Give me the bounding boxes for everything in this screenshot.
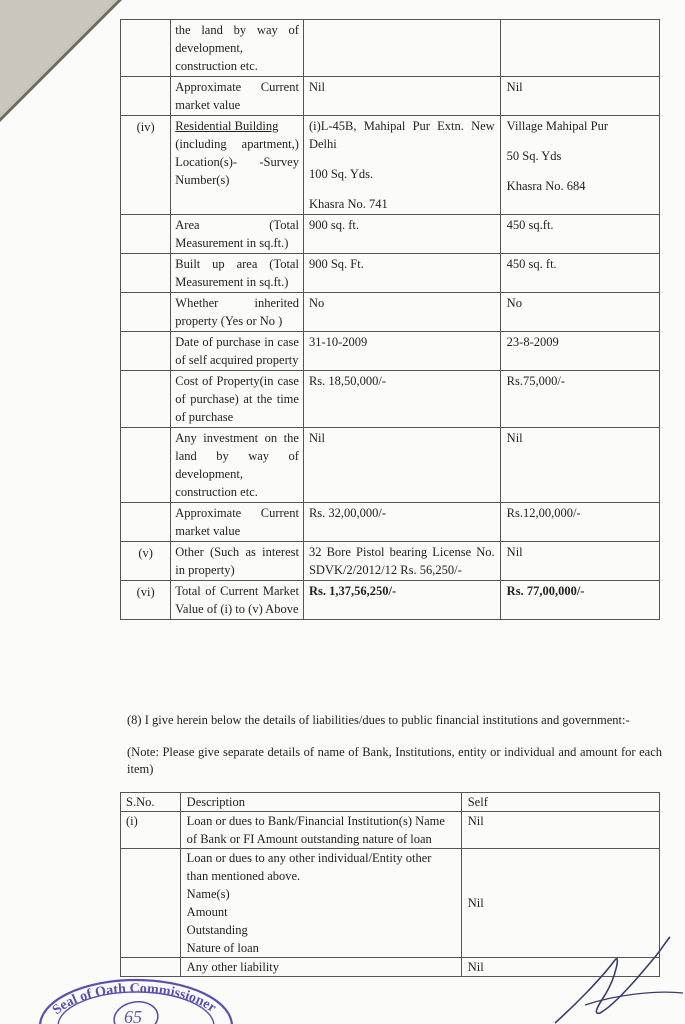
row-number: (v) [121,542,171,581]
row-value-self: Nil [461,812,659,849]
row-value-spouse: 450 sq.ft. [500,215,659,254]
row-number: (iv) [121,116,171,215]
row-value-self: 32 Bore Pistol bearing License No. SDVK/2/2012/12 Rs. 56,250/- [303,542,500,581]
row-value-spouse: Rs.75,000/- [500,371,659,428]
liabilities-note: (Note: Please give separate details of name of Bank, Institutions, entity or individual and amount for each item) [127,745,662,776]
row-value-spouse [500,20,659,77]
table-row [121,542,660,581]
desc-line: Nature of loan [186,941,259,955]
row-value-self: 31-10-2009 [303,332,500,371]
row-description: Approximate Current market value [171,503,304,542]
row-description [180,849,461,958]
table-row [121,812,660,849]
row-description: Whether inherited property (Yes or No ) [171,293,304,332]
row-number [121,503,171,542]
table-row [121,77,660,116]
row-value-spouse: 450 sq. ft. [500,254,659,293]
table-header-row [121,793,660,812]
header-description: Description [180,793,461,812]
total-value-spouse: Rs. 77,00,000/- [500,581,659,620]
property-size: 100 Sq. Yds. [308,167,374,181]
table-row [121,428,660,503]
row-value-self: Nil [461,849,659,958]
section-subtext: (including apartment,) Location(s)- -Survey Number(s) [175,137,299,187]
table-row [121,371,660,428]
row-number [121,215,171,254]
row-value-self: Rs. 18,50,000/- [303,371,500,428]
desc-line: Loan or dues to any other individual/Entity other than mentioned above. [186,851,432,883]
row-description: Any other liability [180,958,461,977]
desc-line: Amount [186,905,228,919]
row-description: Loan or dues to Bank/Financial Institution(s) Name of Bank or FI Amount outstanding nature of loan [180,812,461,849]
row-number [121,77,171,116]
table-row [121,116,660,215]
row-number [121,428,171,503]
row-number [121,332,171,371]
row-value-spouse [500,116,659,215]
row-number [121,254,171,293]
row-description [171,116,304,215]
row-value-self: 900 sq. ft. [303,215,500,254]
row-number: (vi) [121,581,171,620]
row-value-self: No [303,293,500,332]
table-row [121,293,660,332]
row-number [121,849,181,958]
row-value-spouse: Rs.12,00,000/- [500,503,659,542]
property-size: 50 Sq. Yds [506,149,562,163]
row-number [121,20,171,77]
row-value-self [303,116,500,215]
property-khasra: Khasra No. 741 [308,197,388,211]
desc-line: Name(s) [186,887,230,901]
row-value-self: Rs. 32,00,000/- [303,503,500,542]
section-heading: Residential Building [175,119,279,133]
header-sno: S.No. [121,793,181,812]
row-description: Cost of Property(in case of purchase) at the time of purchase [171,371,304,428]
row-description: Any investment on the land by way of development, construction etc. [171,428,304,503]
seal-text: Seal of Oath Commissioner [49,981,219,1019]
table-row [121,332,660,371]
row-value-self [303,20,500,77]
table-row [121,215,660,254]
desc-line: Outstanding [186,923,248,937]
row-value-spouse: Nil [500,542,659,581]
table-row [121,581,660,620]
row-description: Built up area (Total Measurement in sq.ft.) [171,254,304,293]
row-number [121,371,171,428]
liabilities-intro: (8) I give herein below the details of liabilities/dues to public financial institutions and government:- [127,713,630,727]
row-value-spouse: Nil [500,77,659,116]
row-description: the land by way of development, construction etc. [171,20,304,77]
table-row [121,254,660,293]
row-value-self: Nil [303,428,500,503]
row-description: Approximate Current market value [171,77,304,116]
row-value-spouse: Nil [500,428,659,503]
row-value-self: 900 Sq. Ft. [303,254,500,293]
row-value-spouse: No [500,293,659,332]
property-location: (i)L-45B, Mahipal Pur Extn. New Delhi [308,119,495,151]
seal-number: 65 [124,1007,142,1024]
row-description: Total of Current Market Value of (i) to (v) Above [171,581,304,620]
header-self: Self [461,793,659,812]
handwritten-signature [545,935,685,1024]
oath-commissioner-seal [36,968,236,1024]
table-row [121,20,660,77]
assets-table [120,19,660,620]
row-number [121,293,171,332]
row-number: (i) [121,812,181,849]
table-row [121,503,660,542]
row-description: Other (Such as interest in property) [171,542,304,581]
property-location: Village Mahipal Pur [506,119,608,133]
row-value-self: Nil [461,958,659,977]
row-description: Date of purchase in case of self acquired property [171,332,304,371]
page-fold-corner-highlight [0,0,118,118]
row-description: Area (Total Measurement in sq.ft.) [171,215,304,254]
row-value-self: Nil [303,77,500,116]
row-value-spouse: 23-8-2009 [500,332,659,371]
total-value-self: Rs. 1,37,56,250/- [303,581,500,620]
property-khasra: Khasra No. 684 [506,179,586,193]
